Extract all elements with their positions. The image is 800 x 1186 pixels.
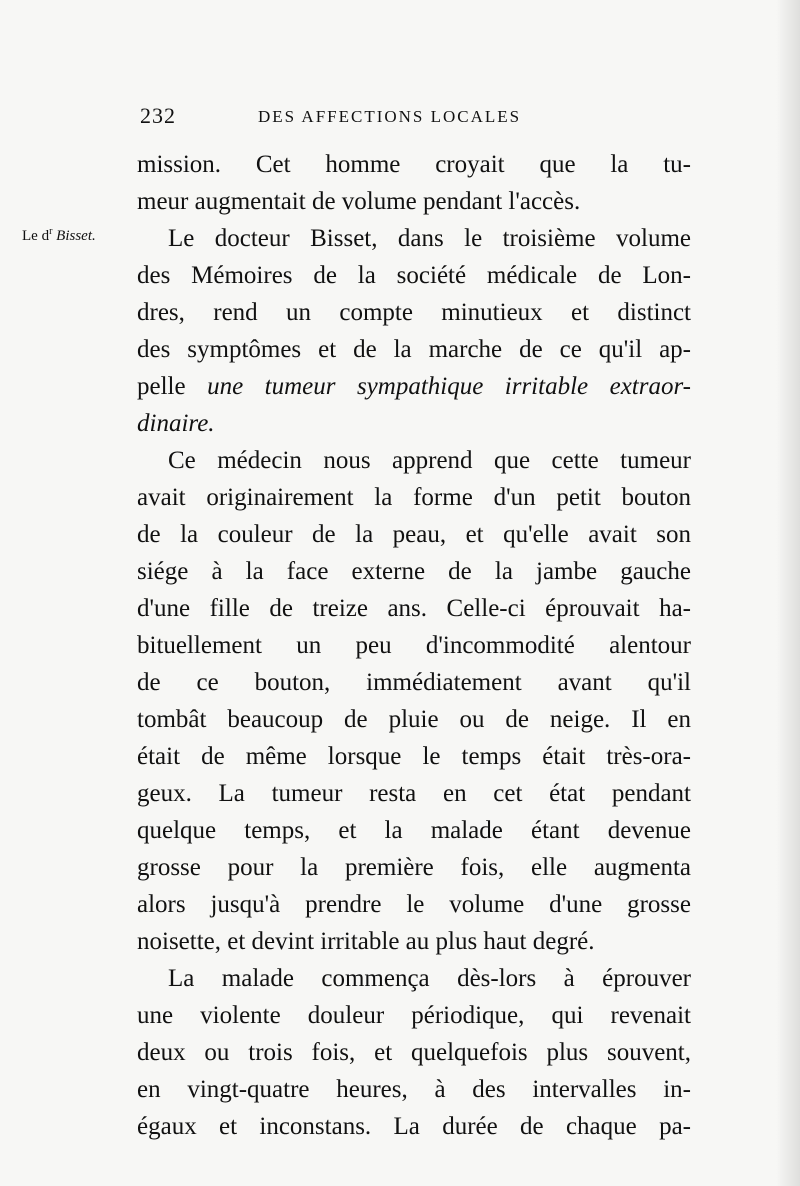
text-line-10: avait originairement la forme d'un petit bouton (137, 484, 691, 511)
text-line-21: alors jusqu'à prendre le volume d'une grosse (137, 891, 691, 918)
text-line-6: des symptômes et de la marche de ce qu'il ap- (137, 336, 691, 363)
text-line-3: Le docteur Bisset, dans le troisième volume (168, 225, 691, 252)
text-line-8: dinaire. (137, 410, 215, 437)
text-line-9: Ce médecin nous apprend que cette tumeur (168, 447, 691, 474)
text-line-15: de ce bouton, immédiatement avant qu'il (137, 669, 691, 696)
text-line-11: de la couleur de la peau, et qu'elle avait son (137, 521, 691, 548)
text-line-12: siége à la face externe de la jambe gauche (137, 558, 691, 585)
text-line-2: meur augmentait de volume pendant l'accès. (137, 188, 581, 215)
text-line-22: noisette, et devint irritable au plus haut degré. (137, 928, 595, 955)
text-line-20: grosse pour la première fois, elle augmenta (137, 854, 691, 881)
text-line-4: des Mémoires de la société médicale de Lon- (137, 262, 691, 289)
page-number: 232 (140, 103, 176, 128)
text-line-24: une violente douleur périodique, qui revenait (137, 1002, 691, 1029)
text-line-13: d'une fille de treize ans. Celle-ci éprouvait ha- (137, 595, 691, 622)
text-line-18: geux. La tumeur resta en cet état pendant (137, 780, 691, 807)
text-line-7-italic: une tumeur sympathique irritable extraor- (207, 373, 692, 400)
text-line-7 (137, 368, 691, 405)
margin-note-superscript: r (49, 226, 53, 237)
text-line-17: était de même lorsque le temps était très-ora- (137, 743, 691, 770)
page-edge-shadow (776, 0, 800, 1186)
text-line-23: La malade commença dès-lors à éprouver (168, 965, 691, 992)
text-line-14: bituellement un peu d'incommodité alentour (137, 632, 691, 659)
text-line-5: dres, rend un compte minutieux et distinct (137, 299, 691, 326)
text-line-16: tombât beaucoup de pluie ou de neige. Il en (137, 706, 691, 733)
text-line-25: deux ou trois fois, et quelquefois plus souvent, (137, 1039, 691, 1066)
margin-note (22, 226, 96, 245)
running-head: DES AFFECTIONS LOCALES (258, 107, 522, 126)
margin-note-name: Bisset. (56, 228, 96, 244)
text-line-1: mission. Cet homme croyait que la tu- (137, 151, 691, 178)
margin-note-prefix: Le d (22, 228, 50, 244)
text-line-19: quelque temps, et la malade étant devenue (137, 817, 691, 844)
text-line-26: en vingt-quatre heures, à des intervalles in- (137, 1076, 691, 1103)
text-line-7-prefix: pelle (137, 373, 186, 400)
page-header (140, 103, 700, 133)
text-line-27: égaux et inconstans. La durée de chaque pa- (137, 1113, 691, 1140)
